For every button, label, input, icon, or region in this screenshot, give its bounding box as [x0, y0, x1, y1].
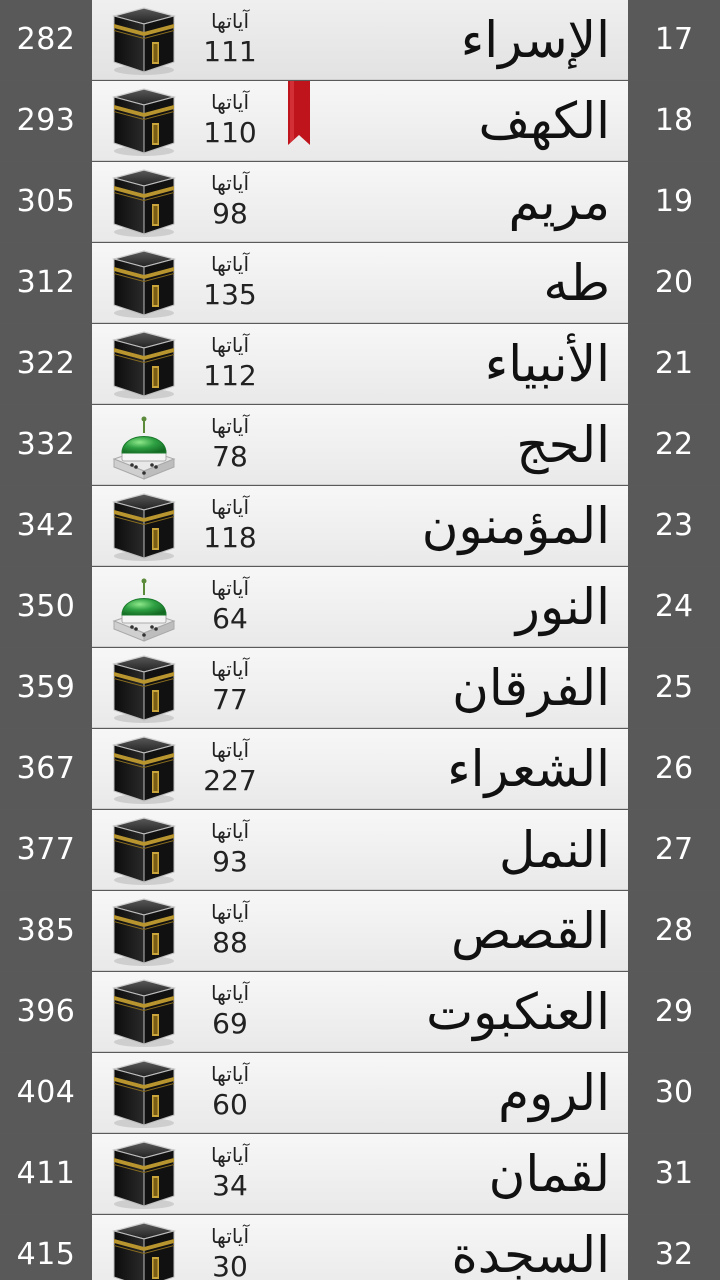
surah-name: مريم: [508, 173, 610, 231]
ayat-count: 69: [212, 1007, 248, 1040]
ayat-count: 111: [203, 35, 257, 68]
surah-number: 19: [628, 162, 720, 242]
kaaba-icon: [108, 490, 180, 562]
surah-row[interactable]: [0, 324, 720, 404]
surah-info: [92, 405, 628, 485]
bookmark-ribbon-icon[interactable]: [288, 81, 310, 145]
ayat-count: 227: [203, 764, 257, 797]
surah-row[interactable]: [0, 729, 720, 809]
ayat-info: [192, 899, 268, 965]
kaaba-icon: [108, 4, 180, 76]
ayat-info: [192, 980, 268, 1046]
surah-start-page: 411: [0, 1134, 92, 1214]
ayat-count: 93: [212, 845, 248, 878]
ayat-count: 34: [212, 1169, 248, 1202]
ayat-label: آياتها: [210, 90, 250, 114]
ayat-label: آياتها: [210, 900, 250, 924]
surah-name: السجدة: [451, 1226, 610, 1280]
ayat-info: [192, 818, 268, 884]
surah-number: 26: [628, 729, 720, 809]
surah-start-page: 293: [0, 81, 92, 161]
ayat-label: آياتها: [210, 819, 250, 843]
kaaba-icon: [108, 1219, 180, 1280]
surah-start-page: 385: [0, 891, 92, 971]
ayat-label: آياتها: [210, 171, 250, 195]
ayat-count: 30: [212, 1250, 248, 1280]
ayat-label: آياتها: [210, 414, 250, 438]
surah-row[interactable]: [0, 1053, 720, 1133]
kaaba-icon: [108, 85, 180, 157]
surah-number: 32: [628, 1215, 720, 1280]
surah-number: 21: [628, 324, 720, 404]
surah-start-page: 312: [0, 243, 92, 323]
ayat-label: آياتها: [210, 495, 250, 519]
surah-number: 24: [628, 567, 720, 647]
surah-row[interactable]: [0, 810, 720, 890]
surah-row[interactable]: [0, 486, 720, 566]
surah-number: 17: [628, 0, 720, 80]
kaaba-icon: [108, 652, 180, 724]
ayat-label: آياتها: [210, 576, 250, 600]
ayat-info: [192, 89, 268, 155]
surah-info: [92, 486, 628, 566]
surah-number: 20: [628, 243, 720, 323]
surah-info: [92, 243, 628, 323]
surah-number: 18: [628, 81, 720, 161]
surah-start-page: 305: [0, 162, 92, 242]
ayat-info: [192, 413, 268, 479]
surah-name: القصص: [450, 902, 610, 960]
ayat-info: [192, 170, 268, 236]
surah-row[interactable]: [0, 891, 720, 971]
surah-row[interactable]: [0, 162, 720, 242]
surah-number: 29: [628, 972, 720, 1052]
ayat-count: 78: [212, 440, 248, 473]
surah-row[interactable]: [0, 1134, 720, 1214]
surah-row[interactable]: [0, 405, 720, 485]
ayat-info: [192, 8, 268, 74]
surah-number: 25: [628, 648, 720, 728]
ayat-count: 98: [212, 197, 248, 230]
surah-name: المؤمنون: [421, 497, 610, 555]
ayat-label: آياتها: [210, 738, 250, 762]
surah-name: الفرقان: [452, 659, 610, 717]
surah-info: [92, 324, 628, 404]
ayat-info: [192, 1061, 268, 1127]
ayat-label: آياتها: [210, 333, 250, 357]
surah-number: 27: [628, 810, 720, 890]
ayat-count: 64: [212, 602, 248, 635]
surah-info: [92, 972, 628, 1052]
surah-name: الروم: [498, 1064, 610, 1122]
surah-info: [92, 81, 628, 161]
surah-info: [92, 891, 628, 971]
kaaba-icon: [108, 247, 180, 319]
surah-number: 22: [628, 405, 720, 485]
kaaba-icon: [108, 976, 180, 1048]
surah-number: 30: [628, 1053, 720, 1133]
surah-row[interactable]: [0, 972, 720, 1052]
kaaba-icon: [108, 814, 180, 886]
surah-row[interactable]: [0, 0, 720, 80]
ayat-label: آياتها: [210, 981, 250, 1005]
ayat-label: آياتها: [210, 1143, 250, 1167]
surah-name: الأنبياء: [484, 335, 610, 393]
ayat-count: 118: [203, 521, 257, 554]
surah-start-page: 350: [0, 567, 92, 647]
kaaba-icon: [108, 1138, 180, 1210]
ayat-info: [192, 737, 268, 803]
surah-start-page: 359: [0, 648, 92, 728]
surah-start-page: 415: [0, 1215, 92, 1280]
ayat-info: [192, 494, 268, 560]
surah-number: 28: [628, 891, 720, 971]
ayat-label: آياتها: [210, 252, 250, 276]
mosque-dome-icon: [108, 409, 180, 481]
surah-info: [92, 1134, 628, 1214]
kaaba-icon: [108, 166, 180, 238]
ayat-count: 135: [203, 278, 257, 311]
surah-info: [92, 567, 628, 647]
ayat-label: آياتها: [210, 657, 250, 681]
ayat-info: [192, 1223, 268, 1280]
surah-name: الإسراء: [460, 11, 610, 69]
surah-info: [92, 648, 628, 728]
ayat-label: آياتها: [210, 9, 250, 33]
surah-info: [92, 1215, 628, 1280]
surah-number: 31: [628, 1134, 720, 1214]
surah-name: العنكبوت: [426, 983, 610, 1041]
kaaba-icon: [108, 895, 180, 967]
kaaba-icon: [108, 733, 180, 805]
surah-start-page: 282: [0, 0, 92, 80]
surah-start-page: 404: [0, 1053, 92, 1133]
ayat-count: 88: [212, 926, 248, 959]
surah-name: النمل: [499, 821, 610, 879]
surah-row[interactable]: [0, 243, 720, 323]
surah-start-page: 342: [0, 486, 92, 566]
ayat-count: 110: [203, 116, 257, 149]
surah-name: الشعراء: [447, 740, 610, 798]
surah-start-page: 396: [0, 972, 92, 1052]
surah-info: [92, 810, 628, 890]
surah-name: طه: [543, 254, 610, 312]
surah-row[interactable]: [0, 648, 720, 728]
kaaba-icon: [108, 328, 180, 400]
ayat-label: آياتها: [210, 1224, 250, 1248]
ayat-info: [192, 575, 268, 641]
ayat-info: [192, 251, 268, 317]
surah-name: الكهف: [478, 92, 610, 150]
surah-info: [92, 729, 628, 809]
surah-row[interactable]: [0, 81, 720, 161]
surah-info: [92, 0, 628, 80]
surah-info: [92, 1053, 628, 1133]
ayat-info: [192, 332, 268, 398]
surah-start-page: 377: [0, 810, 92, 890]
surah-name: الحج: [516, 416, 610, 474]
ayat-count: 77: [212, 683, 248, 716]
surah-name: النور: [515, 578, 610, 636]
surah-row[interactable]: [0, 1215, 720, 1280]
ayat-info: [192, 1142, 268, 1208]
ayat-info: [192, 656, 268, 722]
kaaba-icon: [108, 1057, 180, 1129]
surah-info: [92, 162, 628, 242]
surah-start-page: 367: [0, 729, 92, 809]
surah-row[interactable]: [0, 567, 720, 647]
ayat-count: 60: [212, 1088, 248, 1121]
surah-name: لقمان: [488, 1145, 610, 1203]
mosque-dome-icon: [108, 571, 180, 643]
surah-start-page: 322: [0, 324, 92, 404]
ayat-count: 112: [203, 359, 257, 392]
ayat-label: آياتها: [210, 1062, 250, 1086]
surah-start-page: 332: [0, 405, 92, 485]
surah-number: 23: [628, 486, 720, 566]
